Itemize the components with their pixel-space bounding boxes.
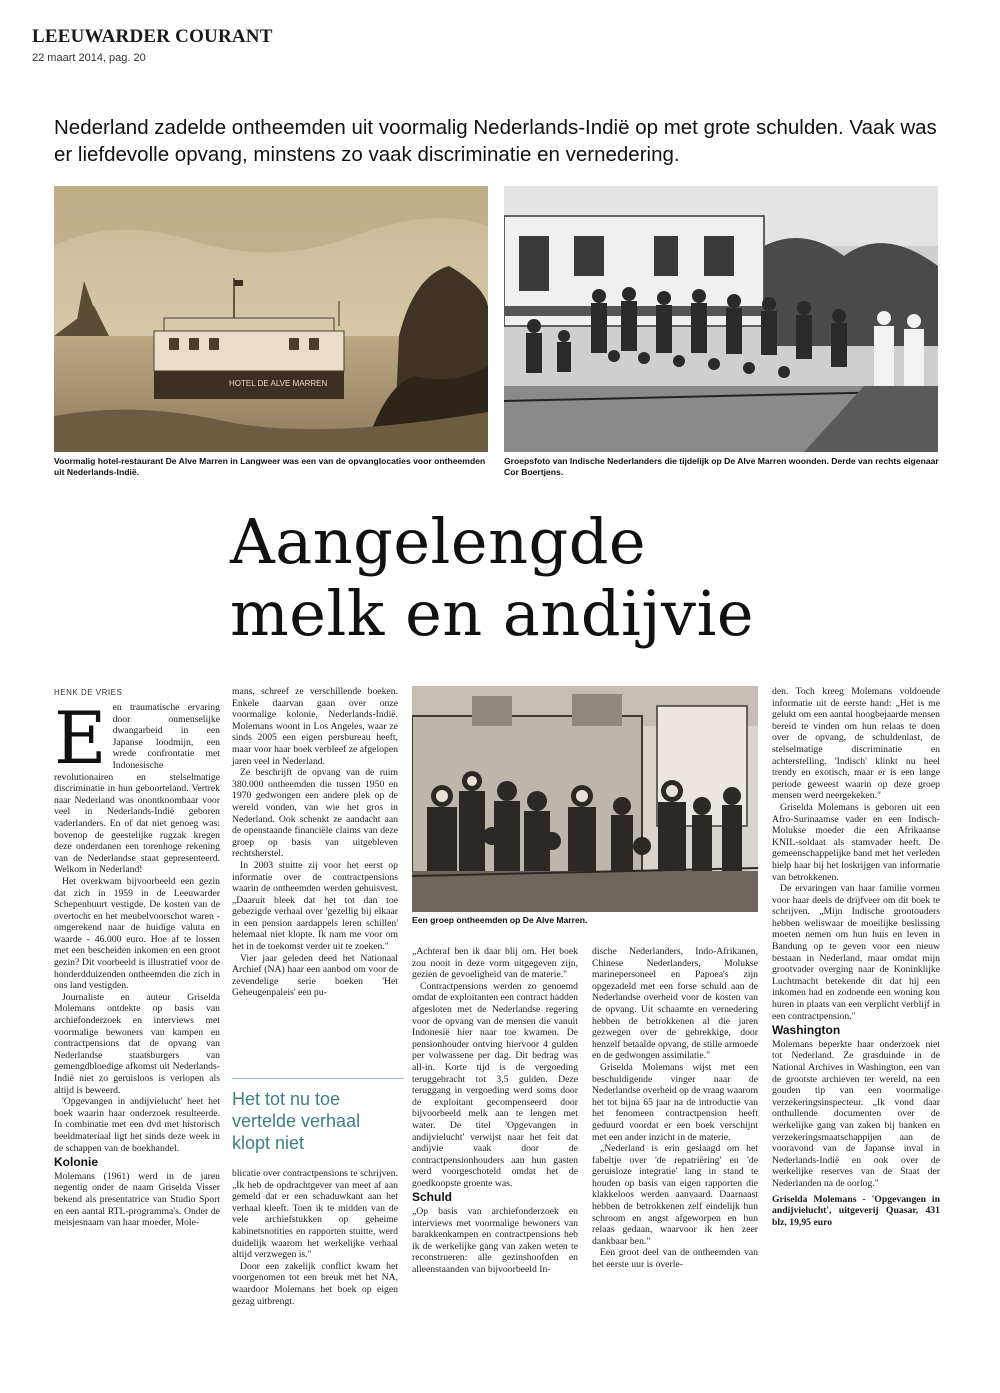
paragraph: De ervaringen van haar familie vormen voor haar deels de drijfveer om dit boek te schrijven. „Mijn Indische grootouders hebben weliswaar de moeilijke beslissing moeten nemen om hun huis en leven in Bandung op te geven voor een nieuw bestaan in Nederland, maar omdat mijn grootvader overging naar de Koninklijke Luchtmacht betekende dit dat hij een inkomen had en zodoende een woning kon huren in plaats van een verplicht verblijf in een contractpension." (772, 883, 940, 1022)
subheading-washington: Washington (772, 1023, 841, 1038)
paragraph: Het overkwam bijvoorbeeld een gezin dat zich in 1959 in de Leeuwarder Schepenbuurt vestigde. De kosten van de overtocht en het meubelvoorschot waren - omgerekend naar de huidige valuta en waarde - 46.000 euro. Hoe af te lossen met een bescheiden inkomen en een groot gezin? Dit voorbeeld is illustratief voor de honderdduizenden ontheemden die zich in ons land vestigden. (54, 875, 220, 992)
photo-hotel-boat (54, 186, 488, 452)
drop-cap: E (54, 696, 107, 780)
paragraph: Vier jaar geleden deed het Nationaal Archief (NA) haar een aanbod om voor de zevendelige serie boeken 'Het Geheugenpaleis' een pu- (232, 952, 398, 999)
article-column-2 (232, 686, 398, 999)
paragraph: Molemans (1961) werd in de jaren negentig onder de naam Griselda Visser bekend als presentatrice van Studio Sport en een aantal RTL-programma's. Onder de meisjesnaam van haar moeder, Mole- (54, 1170, 220, 1229)
paragraph: en traumatische ervaring door onmenselijke dwangarbeid in een Japanse loodmijn, een wrede confrontatie met Indonesische revolutionairen en stelselmatige discriminatie in hun geboorteland. Vertrek naar Nederland was onontkoombaar voor veel in Nederlands-Indië geboren vaderlanders. En of dat niet genoeg was: bovenop de geestelijke rugzak kregen deze onderdanen een torenhoge rekening van de Nederlandse staat gepresenteerd. Welkom in Nederland! (54, 702, 220, 876)
book-credit: Griselda Molemans - 'Opgevangen in andijvielucht', uitgeverij Quasar, 431 blz, 19,95 euro (772, 1193, 940, 1228)
caption-group-boat: Groepsfoto van Indische Nederlanders die tijdelijk op De Alve Marren woonden. Derde van rechts eigenaar Cor Boertjens. (504, 456, 939, 477)
ship-sign-text: HOTEL DE ALVE MARREN (229, 379, 328, 388)
pullquote: Het tot nu toe vertelde verhaal klopt niet (232, 1089, 361, 1153)
paragraph: Contractpensions werden zo genoemd omdat de exploitanten een contract hadden afgesloten met de Nederlandse regering voor de opvang van de mensen die vanuit Indonesië hier naar toe kwamen. De pensionhouder ontving hiervoor 4 gulden per volwassene per dag. Dit bedrag was all-in. Korte tijd is de vergoeding teruggebracht tot 3,5 gulden. Deze teruggang in vergoeding werd soms door de exploitant gecompenseerd door bijvoorbeeld melk aan te lengen met water. De titel 'Opgevangen in andijvielucht' verwijst naar het feit dat andijvie vaak door de contractpensionhouders aan hun gasten werd voorgeschoteld omdat het de goedkoopste groente was. (412, 980, 578, 1189)
subheading-kolonie: Kolonie (54, 1155, 98, 1170)
paragraph: Molemans beperkte haar onderzoek niet tot Nederland. Ze grasduinde in de National Archives in Washington, een van de grootste archieven ter wereld, na een gouden tip van een voormalige verzekeringsinspecteur. „Ik vond daar onthullende documenten over de werkelijke gang van zaken bij banken en verzekeringsmaatschappijen aan de vooravond van de Japanse inval in Nederlands-Indië en ook over de werkelijke reserves van de Staat der Nederlanden na de oorlog." (772, 1038, 940, 1189)
group-photo-illustration (504, 186, 938, 452)
paragraph: „Achteraf ben ik daar blij om. Het boek zou nooit in deze vorm uitgegeven zijn, gezien de gevoeligheid van de materie." (412, 946, 578, 981)
headline-line-2: melk en andijvie (230, 577, 755, 650)
paragraph: „Op basis van archiefonderzoek en interviews met voormalige bewoners van barakkenkampen en contractpensions heb ik de werkelijke gang van zaken weten te reconstrueren: alle gezinshoofden en alleenstaanden van bijvoorbeeld In- (412, 1206, 578, 1276)
paragraph: Griselda Molemans is geboren uit een Afro-Surinaamse vader en een Indisch-Molukse moeder die een Afrikaanse KNIL-soldaat als stamvader heeft. De gemeenschappelijke band met het verleden hielp haar bij het loskrijgen van informatie van betrokkenen. (772, 801, 940, 883)
paragraph: Door een zakelijk conflict kwam het voorgenomen tot een breuk met het NA, waardoor Molemans het boek op eigen gezag uitbrengt. (232, 1260, 398, 1307)
article-column-5 (772, 686, 940, 1228)
paragraph: dische Nederlanders, Indo-Afrikanen, Chinese Nederlanders, Molukse marinepersoneel en Papoea's zijn opgezadeld met een forse schuld aan de Nederlandse overheid voor de kosten van de opvang. Uit schaamte en vernedering hebben de betrokkenen al die jaren gezwegen over de gebrekkige, door henzelf betaalde opvang, de stille armoede en de gedwongen assimilatie." (592, 946, 758, 1062)
caption-hotel-boat: Voormalig hotel-restaurant De Alve Marren in Langweer was een van de opvanglocaties voor ontheemden uit Nederlands-Indië. (54, 456, 486, 477)
byline: HENK DE VRIES (54, 688, 123, 697)
article-column-1 (54, 696, 220, 1229)
paragraph: „Nederland is erin geslaagd om het fabeltje over 'de repatriëring' en 'de geruisloze integratie' lang in stand te houden op basis van eigen rapporten die klakkeloos werden aanvaard. Daarnaast hebben de betrokkenen zelf eindelijk hun schroom en angst afgeworpen en hun relaas gedaan, waarvoor ik hen zeer dankbaar ben." (592, 1143, 758, 1247)
paragraph: 'Opgevangen in andijvielucht' heet het boek waarin haar onderzoek resulteerde. In combinatie met een dvd met historisch beeldmateriaal ligt het sinds deze week in de schappen van de boekhandel. (54, 1096, 220, 1154)
newspaper-masthead: LEEUWARDER COURANT (32, 26, 273, 47)
paragraph: Een groot deel van de ontheemden van het eerste uur is overle- (592, 1247, 758, 1271)
subheading-schuld: Schuld (412, 1190, 453, 1205)
article-column-4 (592, 946, 758, 1271)
hotel-boat-illustration (54, 186, 488, 452)
paragraph: mans, schreef ze verschillende boeken. Enkele daarvan gaan over onze voormalige kolonie, Nederlands-Indië. Molemans woont in Los Angeles, waar ze sinds 2005 een eigen persbureau heeft, maar voor haar boek verbleef ze afgelopen jaren veel in Nederland. (232, 686, 398, 767)
headline (230, 506, 870, 650)
paragraph: Griselda Molemans wijst met een beschuldigende vinger naar de Nederlandse overheid op de vraag waarom het tot bijna 65 jaar na de introductie van het fenomeen contractpension heeft geduurd voordat er een boek verschijnt met een ander inzicht in de materie. (592, 1061, 758, 1143)
article-column-3 (412, 946, 578, 1276)
article-column-2-continued (232, 1168, 398, 1307)
paragraph: Journaliste en auteur Griselda Molemans ontdekte op basis van archiefonderzoek en interviews met voormalige bewoners van kampen en contractpensions dat de opvang van Nederlandse staatsburgers van gemengdbloedige afkomst uit Nederlands-Indië niet zo geruisloos is verlopen als altijd is beweerd. (54, 991, 220, 1096)
pullquote-rule (232, 1078, 404, 1079)
photo-group-boat (504, 186, 938, 452)
publication-date: 22 maart 2014, pag. 20 (32, 52, 146, 64)
paragraph: In 2003 stuitte zij voor het eerst op informatie over de contractpensions waarin de ontheemden werden gehuisvest. „Daaruit bleek dat het tot dan toe gebezigde verhaal over 'gezellig bij elkaar in een pension aardappels leren schillen' helemaal niet klopte. Ik nam me voor om het in de toekomst verder uit te zoeken." (232, 859, 398, 953)
intro-paragraph: Nederland zadelde ontheemden uit voormalig Nederlands-Indië op met grote schulden. Vaak was er liefdevolle opvang, minstens zo vaak discriminatie en vernedering. (54, 116, 937, 166)
doorway-photo-illustration (412, 686, 758, 912)
paragraph: blicatie over contractpensions te schrijven. „Ik heb de opdrachtgever van meet af aan gemeld dat er een schaduwkant aan het verhaal kleeft. Toen ik te midden van de vele archiefstukken op geheime kabinetsnotities en rapporten stuitte, werd duidelijk waarom het werkelijke verhaal altijd verzwegen is." (232, 1168, 398, 1261)
headline-line-1: Aangelengde (230, 505, 647, 578)
photo-group-doorway (412, 686, 758, 912)
paragraph: Ze beschrijft de opvang van de ruim 380.000 ontheemden die tussen 1950 en 1970 gedwongen een andere plek op de wereld vonden, van wie het gros in Nederland. Ook schenkt ze aandacht aan de openstaande financiële claims van deze groep op basis van uitgebleven rechtsherstel. (232, 767, 398, 860)
paragraph: den. Toch kreeg Molemans voldoende informatie uit de eerste hand: „Het is me gelukt om een aantal hoogbejaarde mensen bereid te vinden om hun relaas te doen over de opvang, de schuldenlast, de stelselmatige discriminatie en achterstelling. 'Indisch' klinkt nu heel trendy en exotisch, maar er is een lange periode geweest waarin op deze groep mensen werd neergekeken." (772, 686, 940, 802)
caption-group-doorway: Een groep ontheemden op De Alve Marren. (412, 915, 588, 925)
